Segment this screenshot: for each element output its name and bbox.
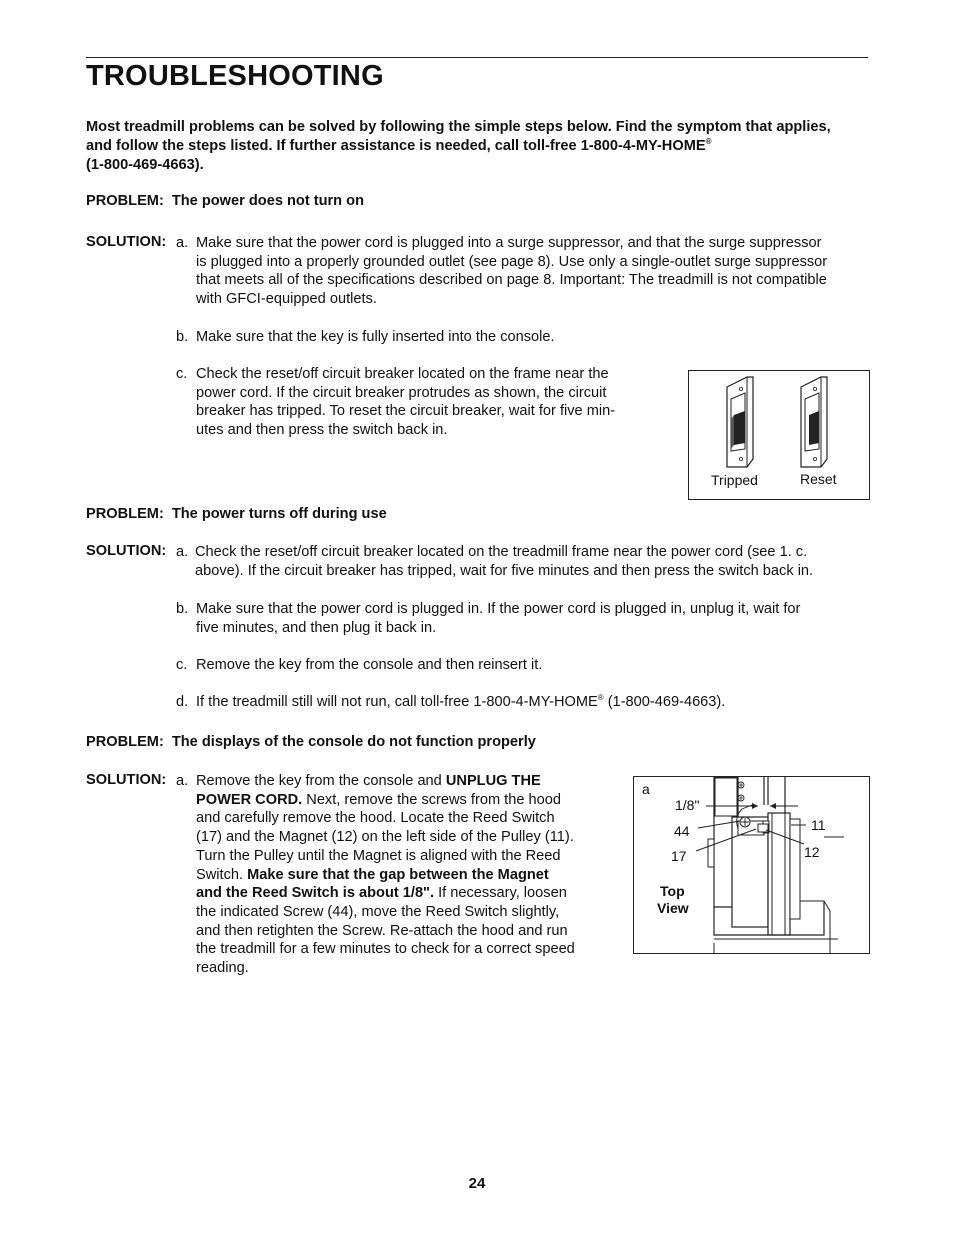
problem-3-title: The displays of the console do not function properly <box>171 734 536 750</box>
reset-label: Reset <box>800 471 837 487</box>
top-view-label-2: View <box>657 900 689 916</box>
solution-line: Make sure that the key is fully inserted into the console. <box>196 329 555 345</box>
solution-line: the indicated Screw (44), move the Reed Switch slightly, <box>196 903 560 920</box>
solution-line: Make sure that the power cord is plugged in. If the power cord is plugged in, unplug it, wait for <box>196 601 801 617</box>
solution-line: If the treadmill still will not run, call toll-free 1-800-4-MY-HOME <box>196 694 598 710</box>
solution-line: Check the reset/off circuit breaker located on the frame near the <box>196 366 609 382</box>
solution-line: breaker has tripped. To reset the circuit breaker, wait for five min- <box>196 403 616 420</box>
solution-line: POWER CORD. Next, remove the screws from the hood <box>196 791 561 808</box>
solution-3-label: SOLUTION: <box>86 772 167 788</box>
callout-17: 17 <box>671 848 687 864</box>
solution-letter: b. <box>176 329 189 345</box>
callout-11: 11 <box>811 817 826 833</box>
tripped-label: Tripped <box>711 472 758 488</box>
problem-1-title: The power does not turn on <box>171 193 364 209</box>
solution-letter: a. <box>176 773 189 789</box>
solution-line: Remove the key from the console and then reinsert it. <box>196 657 543 673</box>
registered-mark: ® <box>597 693 604 702</box>
page-title: TROUBLESHOOTING <box>86 60 384 92</box>
header-rule <box>86 57 868 58</box>
problem-3-heading <box>86 734 536 750</box>
page-number: 24 <box>468 1175 486 1192</box>
solution-line: (1-800-469-4663). <box>603 694 726 710</box>
solution-line: Switch. Make sure that the gap between the Magnet <box>196 866 549 883</box>
solution-line: Make sure that the power cord is plugged into a surge suppressor, and that the surge suppressor <box>196 235 822 251</box>
emphasis-text: POWER CORD. <box>196 791 303 808</box>
intro-text-1: Most treadmill problems can be solved by following the simple steps below. Find the symptom that applies, and follow the steps listed. If further assistance is needed, call toll-free 1-800-4-MY-HOME <box>86 119 831 154</box>
solution-line: that meets all of the specifications described on page 8. Important: The treadmill is not compatible <box>196 272 827 289</box>
solution-line: and carefully remove the hood. Locate the Reed Switch <box>196 810 555 827</box>
solution-letter: a. <box>176 235 189 251</box>
solution-line: above). If the circuit breaker has tripped, wait for five minutes and then press the switch back in. <box>195 562 814 579</box>
registered-mark: ® <box>705 137 712 146</box>
problem-2-title: The power turns off during use <box>171 506 387 522</box>
solution-1-label: SOLUTION: <box>86 234 167 250</box>
solution-letter: c. <box>176 366 188 382</box>
solution-line: power cord. If the circuit breaker protrudes as shown, the circuit <box>196 384 607 401</box>
emphasis-text: Make sure that the gap between the Magnet <box>247 866 549 883</box>
intro-text-2: (1-800-469-4663). <box>86 157 204 173</box>
solution-line: is plugged into a properly grounded outlet (see page 8). Use only a single-outlet surge suppressor <box>196 253 828 270</box>
solution-line: with GFCI-equipped outlets. <box>196 291 377 308</box>
solution-2-label: SOLUTION: <box>86 543 167 559</box>
solution-letter: b. <box>176 601 189 617</box>
solution-line: the treadmill for a few minutes to check for a correct speed <box>196 941 575 958</box>
problem-label: PROBLEM: <box>86 734 164 750</box>
problem-2-heading <box>86 506 387 522</box>
solution-line: reading. <box>196 960 249 977</box>
problem-label: PROBLEM: <box>86 506 164 522</box>
solution-line: utes and then press the switch back in. <box>196 422 448 439</box>
intro-paragraph <box>86 118 846 175</box>
figure-corner-label: a <box>642 781 650 797</box>
problem-label: PROBLEM: <box>86 193 164 209</box>
problem-1-heading <box>86 193 364 209</box>
solution-letter: c. <box>176 657 188 673</box>
top-view-label-1: Top <box>660 883 685 899</box>
emphasis-text: and the Reed Switch is about 1/8". <box>196 885 435 902</box>
emphasis-text: UNPLUG THE <box>445 773 541 789</box>
callout-12: 12 <box>804 844 820 860</box>
solution-letter: a. <box>176 544 189 560</box>
circuit-breaker-figure <box>688 370 870 500</box>
solution-line: Check the reset/off circuit breaker located on the treadmill frame near the power cord (see 1. c. <box>195 544 808 560</box>
reed-switch-figure <box>633 776 870 954</box>
solution-line: (17) and the Magnet (12) on the left side of the Pulley (11). <box>196 829 574 846</box>
reset-switch-icon <box>801 377 827 467</box>
solution-line: five minutes, and then plug it back in. <box>196 619 437 636</box>
gap-label: 1/8" <box>675 797 700 813</box>
solution-line: Remove the key from the console and UNPLUG THE <box>196 773 541 789</box>
callout-44: 44 <box>674 823 690 839</box>
solution-line: and then retighten the Screw. Re-attach the hood and run <box>196 922 568 939</box>
solution-letter: d. <box>176 694 189 710</box>
reed-switch-illustration <box>634 777 869 953</box>
solution-line: and the Reed Switch is about 1/8". If necessary, loosen <box>196 885 567 902</box>
solution-line: Turn the Pulley until the Magnet is aligned with the Reed <box>196 847 561 864</box>
tripped-switch-icon <box>727 377 753 467</box>
